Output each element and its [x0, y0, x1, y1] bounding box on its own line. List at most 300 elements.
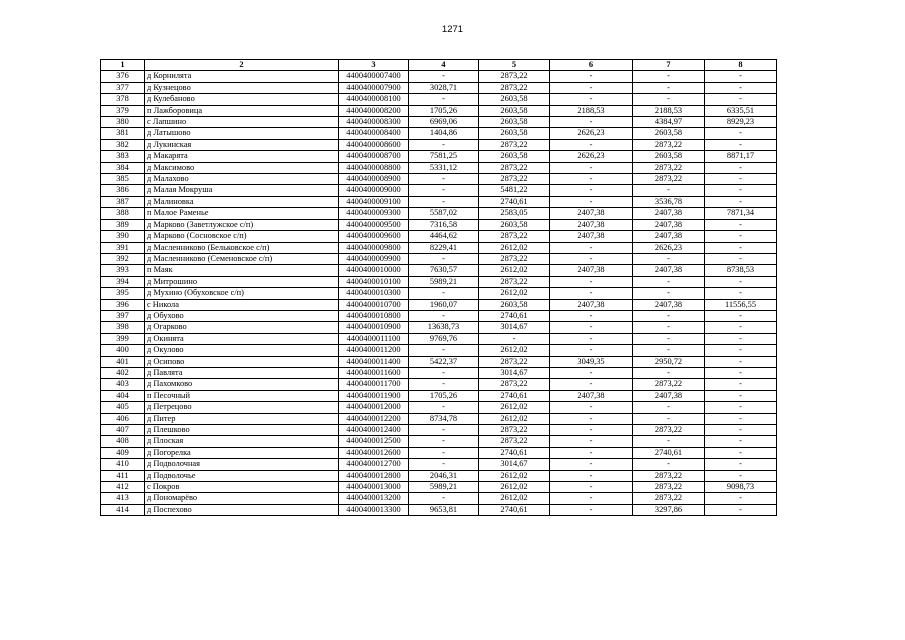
- table-cell: 381: [101, 128, 145, 139]
- table-cell: 2188,53: [550, 105, 633, 116]
- table-cell: 378: [101, 94, 145, 105]
- table-cell: 4400400012400: [339, 425, 409, 436]
- table-cell: д Окулово: [145, 345, 339, 356]
- table-cell: -: [409, 345, 479, 356]
- table-cell: -: [633, 185, 705, 196]
- table-cell: -: [550, 162, 633, 173]
- table-cell: 376: [101, 71, 145, 82]
- table-cell: д Малая Мокруша: [145, 185, 339, 196]
- table-cell: 412: [101, 482, 145, 493]
- table-cell: -: [550, 196, 633, 207]
- table-cell: 4400400009500: [339, 219, 409, 230]
- table-row: [101, 504, 777, 515]
- table-row: [101, 333, 777, 344]
- table-cell: 2740,61: [479, 390, 550, 401]
- table-cell: -: [409, 185, 479, 196]
- table-cell: -: [633, 310, 705, 321]
- table-cell: 411: [101, 470, 145, 481]
- table-cell: 3049,35: [550, 356, 633, 367]
- table-cell: 9769,76: [409, 333, 479, 344]
- table-cell: -: [550, 242, 633, 253]
- table-cell: с Никола: [145, 299, 339, 310]
- table-cell: -: [705, 333, 777, 344]
- table-cell: 4400400013000: [339, 482, 409, 493]
- table-cell: 8734,78: [409, 413, 479, 424]
- table-cell: 2740,61: [479, 447, 550, 458]
- table-cell: 396: [101, 299, 145, 310]
- table-cell: д Лукинская: [145, 139, 339, 150]
- table-cell: 4400400008300: [339, 117, 409, 128]
- table-cell: -: [409, 310, 479, 321]
- table-cell: п Песочный: [145, 390, 339, 401]
- table-cell: -: [633, 459, 705, 470]
- table-cell: 1404,86: [409, 128, 479, 139]
- table-cell: 4400400010700: [339, 299, 409, 310]
- table-cell: 4400400010000: [339, 265, 409, 276]
- column-header-5: 5: [479, 60, 550, 71]
- table-cell: 3014,67: [479, 367, 550, 378]
- table-cell: -: [705, 356, 777, 367]
- table-cell: 2873,22: [633, 425, 705, 436]
- table-cell: 2873,22: [479, 436, 550, 447]
- table-cell: 4400400008800: [339, 162, 409, 173]
- table-cell: 2873,22: [479, 174, 550, 185]
- table-cell: -: [633, 82, 705, 93]
- table-cell: 3014,67: [479, 322, 550, 333]
- table-cell: 401: [101, 356, 145, 367]
- table-cell: д Кулебаново: [145, 94, 339, 105]
- table-cell: 2603,58: [479, 117, 550, 128]
- table-cell: -: [409, 94, 479, 105]
- table-cell: -: [409, 459, 479, 470]
- table-cell: п Лажборовица: [145, 105, 339, 116]
- table-cell: -: [705, 322, 777, 333]
- table-cell: -: [409, 425, 479, 436]
- table-row: [101, 253, 777, 264]
- table-cell: д Поспехово: [145, 504, 339, 515]
- table-cell: 4400400009000: [339, 185, 409, 196]
- table-cell: -: [705, 504, 777, 515]
- table-cell: -: [409, 196, 479, 207]
- table-cell: 4400400011200: [339, 345, 409, 356]
- table-cell: 2603,58: [479, 94, 550, 105]
- table-row: [101, 470, 777, 481]
- table-cell: 386: [101, 185, 145, 196]
- table-cell: -: [705, 82, 777, 93]
- table-cell: 5481,22: [479, 185, 550, 196]
- table-cell: 403: [101, 379, 145, 390]
- table-cell: 2407,38: [633, 390, 705, 401]
- table-cell: 398: [101, 322, 145, 333]
- table-cell: 384: [101, 162, 145, 173]
- table-cell: -: [550, 185, 633, 196]
- table-cell: -: [550, 322, 633, 333]
- table-cell: 2603,58: [479, 128, 550, 139]
- table-cell: 5587,02: [409, 208, 479, 219]
- table-cell: -: [633, 402, 705, 413]
- table-cell: 4400400012500: [339, 436, 409, 447]
- table-cell: 2407,38: [633, 231, 705, 242]
- table-row: [101, 345, 777, 356]
- table-cell: 2873,22: [479, 231, 550, 242]
- table-cell: 2612,02: [479, 482, 550, 493]
- table-cell: д Кузнецово: [145, 82, 339, 93]
- table-cell: 2407,38: [550, 390, 633, 401]
- table-cell: 2873,22: [633, 174, 705, 185]
- table-cell: -: [705, 447, 777, 458]
- table-cell: 6969,06: [409, 117, 479, 128]
- table-cell: 4400400007900: [339, 82, 409, 93]
- table-cell: -: [705, 139, 777, 150]
- table-cell: -: [633, 413, 705, 424]
- table-cell: 4400400008700: [339, 151, 409, 162]
- table-cell: -: [705, 71, 777, 82]
- table-cell: 391: [101, 242, 145, 253]
- table-cell: 382: [101, 139, 145, 150]
- table-row: [101, 356, 777, 367]
- column-header-1: 1: [101, 60, 145, 71]
- table-cell: -: [705, 196, 777, 207]
- table-cell: 2612,02: [479, 345, 550, 356]
- table-cell: -: [550, 117, 633, 128]
- table-cell: 2873,22: [479, 379, 550, 390]
- table-cell: 4400400011600: [339, 367, 409, 378]
- table-cell: 414: [101, 504, 145, 515]
- table-cell: 2873,22: [479, 162, 550, 173]
- table-row: [101, 162, 777, 173]
- table-cell: 2873,22: [479, 71, 550, 82]
- table-cell: 2612,02: [479, 242, 550, 253]
- table-cell: 2873,22: [479, 253, 550, 264]
- table-cell: -: [633, 322, 705, 333]
- table-cell: -: [705, 459, 777, 470]
- table-row: [101, 196, 777, 207]
- table-cell: -: [633, 288, 705, 299]
- table-cell: 379: [101, 105, 145, 116]
- table-cell: 5989,21: [409, 482, 479, 493]
- table-cell: 4384,97: [633, 117, 705, 128]
- table-cell: 2950,72: [633, 356, 705, 367]
- table-cell: 2612,02: [479, 402, 550, 413]
- table-cell: 4400400012700: [339, 459, 409, 470]
- table-cell: 5331,12: [409, 162, 479, 173]
- table-row: [101, 208, 777, 219]
- table-cell: -: [550, 253, 633, 264]
- table-cell: д Плоская: [145, 436, 339, 447]
- table-row: [101, 322, 777, 333]
- table-cell: -: [705, 345, 777, 356]
- table-cell: -: [705, 379, 777, 390]
- table-cell: -: [705, 402, 777, 413]
- table-cell: д Масленниково (Бельковское с/п): [145, 242, 339, 253]
- table-cell: 4400400008200: [339, 105, 409, 116]
- table-cell: -: [550, 367, 633, 378]
- table-cell: -: [633, 94, 705, 105]
- table-row: [101, 288, 777, 299]
- table-cell: -: [633, 436, 705, 447]
- table-cell: -: [409, 71, 479, 82]
- table-cell: -: [705, 94, 777, 105]
- table-cell: -: [705, 288, 777, 299]
- table-row: [101, 128, 777, 139]
- table-cell: д Малиновка: [145, 196, 339, 207]
- table-cell: 4400400009900: [339, 253, 409, 264]
- table-cell: 3297,86: [633, 504, 705, 515]
- table-cell: -: [409, 447, 479, 458]
- header-row: [101, 60, 777, 71]
- table-cell: 8929,23: [705, 117, 777, 128]
- table-row: [101, 413, 777, 424]
- table-cell: -: [705, 390, 777, 401]
- table-cell: 395: [101, 288, 145, 299]
- table-cell: 2612,02: [479, 493, 550, 504]
- table-cell: -: [550, 333, 633, 344]
- table-cell: 2740,61: [479, 196, 550, 207]
- table-cell: 4400400013300: [339, 504, 409, 515]
- table-cell: 1705,26: [409, 390, 479, 401]
- table-row: [101, 425, 777, 436]
- table-cell: 2407,38: [550, 208, 633, 219]
- table-cell: 2407,38: [633, 219, 705, 230]
- table-cell: -: [409, 436, 479, 447]
- table-cell: 2407,38: [550, 299, 633, 310]
- table-cell: 389: [101, 219, 145, 230]
- table-cell: -: [633, 345, 705, 356]
- table-cell: 388: [101, 208, 145, 219]
- table-cell: 397: [101, 310, 145, 321]
- table-cell: д Марково (Заветлужское с/п): [145, 219, 339, 230]
- table-cell: д Плешково: [145, 425, 339, 436]
- table-cell: 4400400010300: [339, 288, 409, 299]
- table-cell: 2603,58: [479, 219, 550, 230]
- table-cell: -: [409, 253, 479, 264]
- table-cell: д Максимово: [145, 162, 339, 173]
- table-cell: 2603,58: [633, 128, 705, 139]
- table-cell: 393: [101, 265, 145, 276]
- table-cell: -: [550, 447, 633, 458]
- table-cell: -: [550, 276, 633, 287]
- table-cell: -: [705, 185, 777, 196]
- table-cell: 402: [101, 367, 145, 378]
- table-row: [101, 139, 777, 150]
- table-cell: с Лапшино: [145, 117, 339, 128]
- table-row: [101, 436, 777, 447]
- table-cell: 383: [101, 151, 145, 162]
- table-cell: -: [550, 174, 633, 185]
- table-cell: 4400400008600: [339, 139, 409, 150]
- table-cell: 2740,61: [633, 447, 705, 458]
- table-cell: 4400400012200: [339, 413, 409, 424]
- table-cell: д Подволочье: [145, 470, 339, 481]
- table-cell: 2626,23: [550, 151, 633, 162]
- table-cell: -: [633, 333, 705, 344]
- table-cell: 2407,38: [550, 219, 633, 230]
- table-cell: 2612,02: [479, 288, 550, 299]
- table-row: [101, 265, 777, 276]
- table-cell: д Подволочная: [145, 459, 339, 470]
- table-cell: 2740,61: [479, 504, 550, 515]
- table-cell: 3014,67: [479, 459, 550, 470]
- table-cell: -: [705, 413, 777, 424]
- table-cell: д Малахово: [145, 174, 339, 185]
- table-cell: -: [550, 94, 633, 105]
- table-cell: -: [705, 128, 777, 139]
- table-cell: -: [705, 493, 777, 504]
- table-cell: п Малое Раменье: [145, 208, 339, 219]
- table-cell: 405: [101, 402, 145, 413]
- table-cell: 377: [101, 82, 145, 93]
- table-cell: 4400400010900: [339, 322, 409, 333]
- table-cell: -: [550, 482, 633, 493]
- table-row: [101, 402, 777, 413]
- data-table: [100, 59, 777, 516]
- table-cell: 4400400009300: [339, 208, 409, 219]
- table-cell: -: [550, 71, 633, 82]
- table-cell: -: [550, 504, 633, 515]
- table-cell: д Пахомково: [145, 379, 339, 390]
- table-cell: д Питер: [145, 413, 339, 424]
- table-cell: 2612,02: [479, 470, 550, 481]
- table-cell: 2407,38: [633, 299, 705, 310]
- table-cell: 2873,22: [633, 379, 705, 390]
- table-cell: 2188,53: [633, 105, 705, 116]
- table-cell: д Марково (Сосновское с/п): [145, 231, 339, 242]
- table-cell: 380: [101, 117, 145, 128]
- table-cell: 7316,58: [409, 219, 479, 230]
- table-cell: -: [705, 436, 777, 447]
- table-row: [101, 276, 777, 287]
- table-cell: 409: [101, 447, 145, 458]
- table-cell: 1705,26: [409, 105, 479, 116]
- table-cell: 2873,22: [633, 482, 705, 493]
- table-cell: -: [550, 82, 633, 93]
- table-cell: д Окинята: [145, 333, 339, 344]
- table-cell: 1960,07: [409, 299, 479, 310]
- table-cell: 2873,22: [479, 139, 550, 150]
- table-cell: 4400400011700: [339, 379, 409, 390]
- table-cell: 2626,23: [550, 128, 633, 139]
- table-cell: 2626,23: [633, 242, 705, 253]
- column-header-2: 2: [145, 60, 339, 71]
- table-cell: 9098,73: [705, 482, 777, 493]
- table-cell: -: [550, 493, 633, 504]
- table-cell: -: [550, 436, 633, 447]
- table-row: [101, 71, 777, 82]
- table-cell: 385: [101, 174, 145, 185]
- table-cell: -: [550, 413, 633, 424]
- table-cell: -: [409, 493, 479, 504]
- table-row: [101, 105, 777, 116]
- table-cell: д Петрецово: [145, 402, 339, 413]
- table-cell: -: [705, 162, 777, 173]
- table-cell: -: [550, 345, 633, 356]
- table-cell: -: [633, 367, 705, 378]
- table-cell: -: [409, 379, 479, 390]
- table-cell: д Митрошино: [145, 276, 339, 287]
- table-cell: -: [705, 231, 777, 242]
- table-cell: 2046,31: [409, 470, 479, 481]
- table-cell: -: [550, 459, 633, 470]
- column-header-7: 7: [633, 60, 705, 71]
- table-row: [101, 379, 777, 390]
- table-cell: 394: [101, 276, 145, 287]
- table-row: [101, 482, 777, 493]
- table-cell: -: [705, 174, 777, 185]
- table-cell: -: [550, 379, 633, 390]
- table-cell: -: [633, 253, 705, 264]
- table-cell: 4400400011400: [339, 356, 409, 367]
- table-cell: д Пономарёво: [145, 493, 339, 504]
- table-cell: 4400400013200: [339, 493, 409, 504]
- table-cell: д Осипово: [145, 356, 339, 367]
- table-cell: -: [550, 288, 633, 299]
- table-cell: 2873,22: [633, 470, 705, 481]
- table-cell: 2407,38: [633, 265, 705, 276]
- table-cell: 4400400008100: [339, 94, 409, 105]
- table-cell: 2873,22: [479, 82, 550, 93]
- table-cell: -: [705, 470, 777, 481]
- table-cell: 7871,34: [705, 208, 777, 219]
- table-row: [101, 94, 777, 105]
- table-cell: 4400400012600: [339, 447, 409, 458]
- table-cell: 3536,78: [633, 196, 705, 207]
- table-cell: 2603,58: [479, 151, 550, 162]
- table-cell: 2873,22: [479, 356, 550, 367]
- column-header-3: 3: [339, 60, 409, 71]
- table-cell: 2873,22: [633, 162, 705, 173]
- table-cell: 2603,58: [479, 299, 550, 310]
- table-row: [101, 117, 777, 128]
- table-row: [101, 367, 777, 378]
- column-header-4: 4: [409, 60, 479, 71]
- table-cell: 4464,62: [409, 231, 479, 242]
- table-cell: 8871,17: [705, 151, 777, 162]
- table-cell: -: [550, 402, 633, 413]
- table-cell: 4400400008400: [339, 128, 409, 139]
- table-header: [101, 60, 777, 71]
- table-cell: -: [409, 367, 479, 378]
- table-cell: -: [550, 139, 633, 150]
- table-row: [101, 151, 777, 162]
- table-cell: 7581,25: [409, 151, 479, 162]
- table-row: [101, 185, 777, 196]
- table-cell: 5422,37: [409, 356, 479, 367]
- page-number: 1271: [441, 24, 464, 35]
- table-cell: д Макарята: [145, 151, 339, 162]
- table-cell: 4400400008900: [339, 174, 409, 185]
- table-cell: д Корнилята: [145, 71, 339, 82]
- table-cell: -: [409, 139, 479, 150]
- table-cell: 4400400011900: [339, 390, 409, 401]
- table-cell: 13638,73: [409, 322, 479, 333]
- table-cell: -: [705, 276, 777, 287]
- table-cell: 399: [101, 333, 145, 344]
- table-cell: 2407,38: [550, 265, 633, 276]
- table-cell: 390: [101, 231, 145, 242]
- table-cell: -: [705, 253, 777, 264]
- table-cell: 4400400009600: [339, 231, 409, 242]
- table-cell: д Огарково: [145, 322, 339, 333]
- table-row: [101, 174, 777, 185]
- table-row: [101, 242, 777, 253]
- table-cell: 410: [101, 459, 145, 470]
- table-cell: 4400400009100: [339, 196, 409, 207]
- table-cell: д Павлята: [145, 367, 339, 378]
- table-cell: 4400400007400: [339, 71, 409, 82]
- table-cell: 2740,61: [479, 310, 550, 321]
- table-row: [101, 493, 777, 504]
- table-cell: 2603,58: [633, 151, 705, 162]
